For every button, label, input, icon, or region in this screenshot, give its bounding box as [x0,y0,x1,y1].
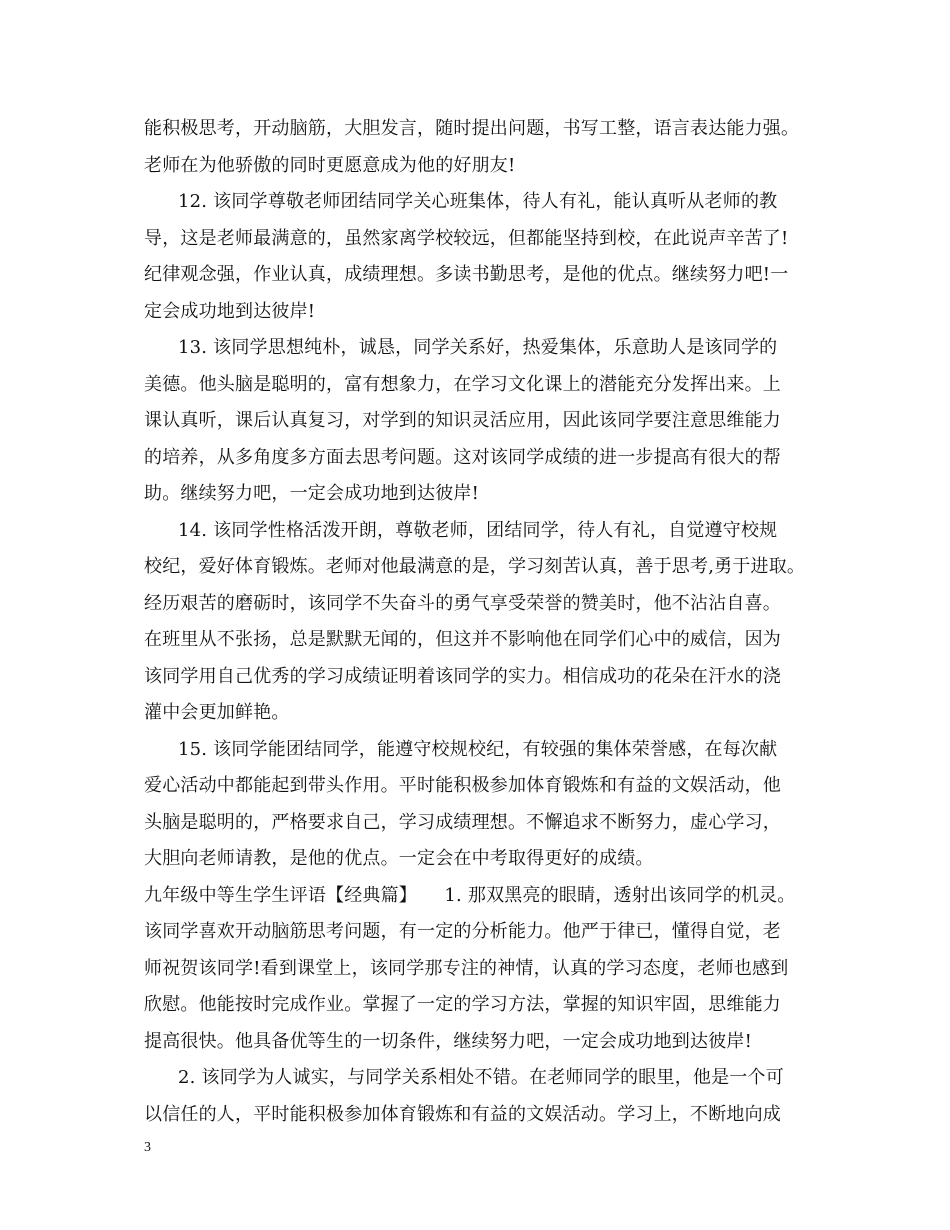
text-line: 2. 该同学为人诚实，与同学关系相处不错。在老师同学的眼里，他是一个可 [178,1067,784,1088]
text-line: 导，这是老师最满意的，虽然家离学校较远，但都能坚持到校，在此说声辛苦了! [144,227,789,249]
text-line: 12. 该同学尊敬老师团结同学关心班集体，待人有礼，能认真听从老师的教 [178,191,778,212]
text-line: 灌中会更加鲜艳。 [144,702,290,723]
text-line: 提高很快。他具备优等生的一切条件，继续努力吧，一定会成功地到达彼岸! [144,1030,753,1052]
text-line: 15. 该同学能团结同学，能遵守校规校纪，有较强的集体荣誉感，在每次献 [178,738,778,760]
text-line: 的培养，从多角度多方面去思考问题。这对该同学成绩的进一步提高有很大的帮 [144,446,781,468]
text-line: 欣慰。他能按时完成作业。掌握了一定的学习方法，掌握的知识牢固，思维能力 [144,994,781,1015]
text-line: 校纪，爱好体育锻炼。老师对他最满意的是，学习刻苦认真，善于思考,勇于进取。 [144,556,806,577]
text-line: 在班里从不张扬，总是默默无闻的，但这并不影响他在同学们心中的威信，因为 [144,629,781,650]
text-line: 大胆向老师请教，是他的优点。一定会在中考取得更好的成绩。 [144,848,654,869]
text-line: 定会成功地到达彼岸! [144,300,316,322]
text-line: 头脑是聪明的，严格要求自己，学习成绩理想。不懈追求不断努力，虚心学习， [144,811,781,833]
text-line: 该同学用自己优秀的学习成绩证明着该同学的实力。相信成功的花朵在汗水的浇 [144,665,781,687]
text-line: 助。继续努力吧，一定会成功地到达彼岸! [144,483,480,504]
text-line: 以信任的人，平时能积极参加体育锻炼和有益的文娱活动。学习上，不断地向成 [144,1103,781,1125]
section-heading-line: 九年级中等生学生评语【经典篇】 1. 那双黑亮的眼睛，透射出该同学的机灵。 [144,884,796,906]
text-line: 能积极思考，开动脑筋，大胆发言，随时提出问题，书写工整，语言表达能力强。 [144,118,800,139]
text-line: 爱心活动中都能起到带头作用。平时能积极参加体育锻炼和有益的文娱活动，他 [144,775,781,796]
text-line: 经历艰苦的磨砺时，该同学不失奋斗的勇气享受荣誉的赞美时，他不沾沾自喜。 [144,592,781,614]
text-line: 纪律观念强，作业认真，成绩理想。多读书勤思考，是他的优点。继续努力吧!一 [144,264,789,285]
text-line: 美德。他头脑是聪明的，富有想象力，在学习文化课上的潜能充分发挥出来。上 [144,373,781,395]
document-body [144,111,810,1133]
text-line: 13. 该同学思想纯朴，诚恳，同学关系好，热爱集体，乐意助人是该同学的 [178,337,778,358]
text-line: 老师在为他骄傲的同时更愿意成为他的好朋友! [144,154,516,176]
text-line: 课认真听，课后认真复习，对学到的知识灵活应用，因此该同学要注意思维能力 [144,410,781,431]
text-line: 14. 该同学性格活泼开朗，尊敬老师，团结同学，待人有礼，自觉遵守校规 [178,519,778,541]
page-number: 3 [144,1140,151,1155]
text-line: 该同学喜欢开动脑筋思考问题，有一定的分析能力。他严于律已，懂得自觉，老 [144,921,781,942]
text-line: 师祝贺该同学!看到课堂上，该同学那专注的神情，认真的学习态度，老师也感到 [144,957,789,979]
